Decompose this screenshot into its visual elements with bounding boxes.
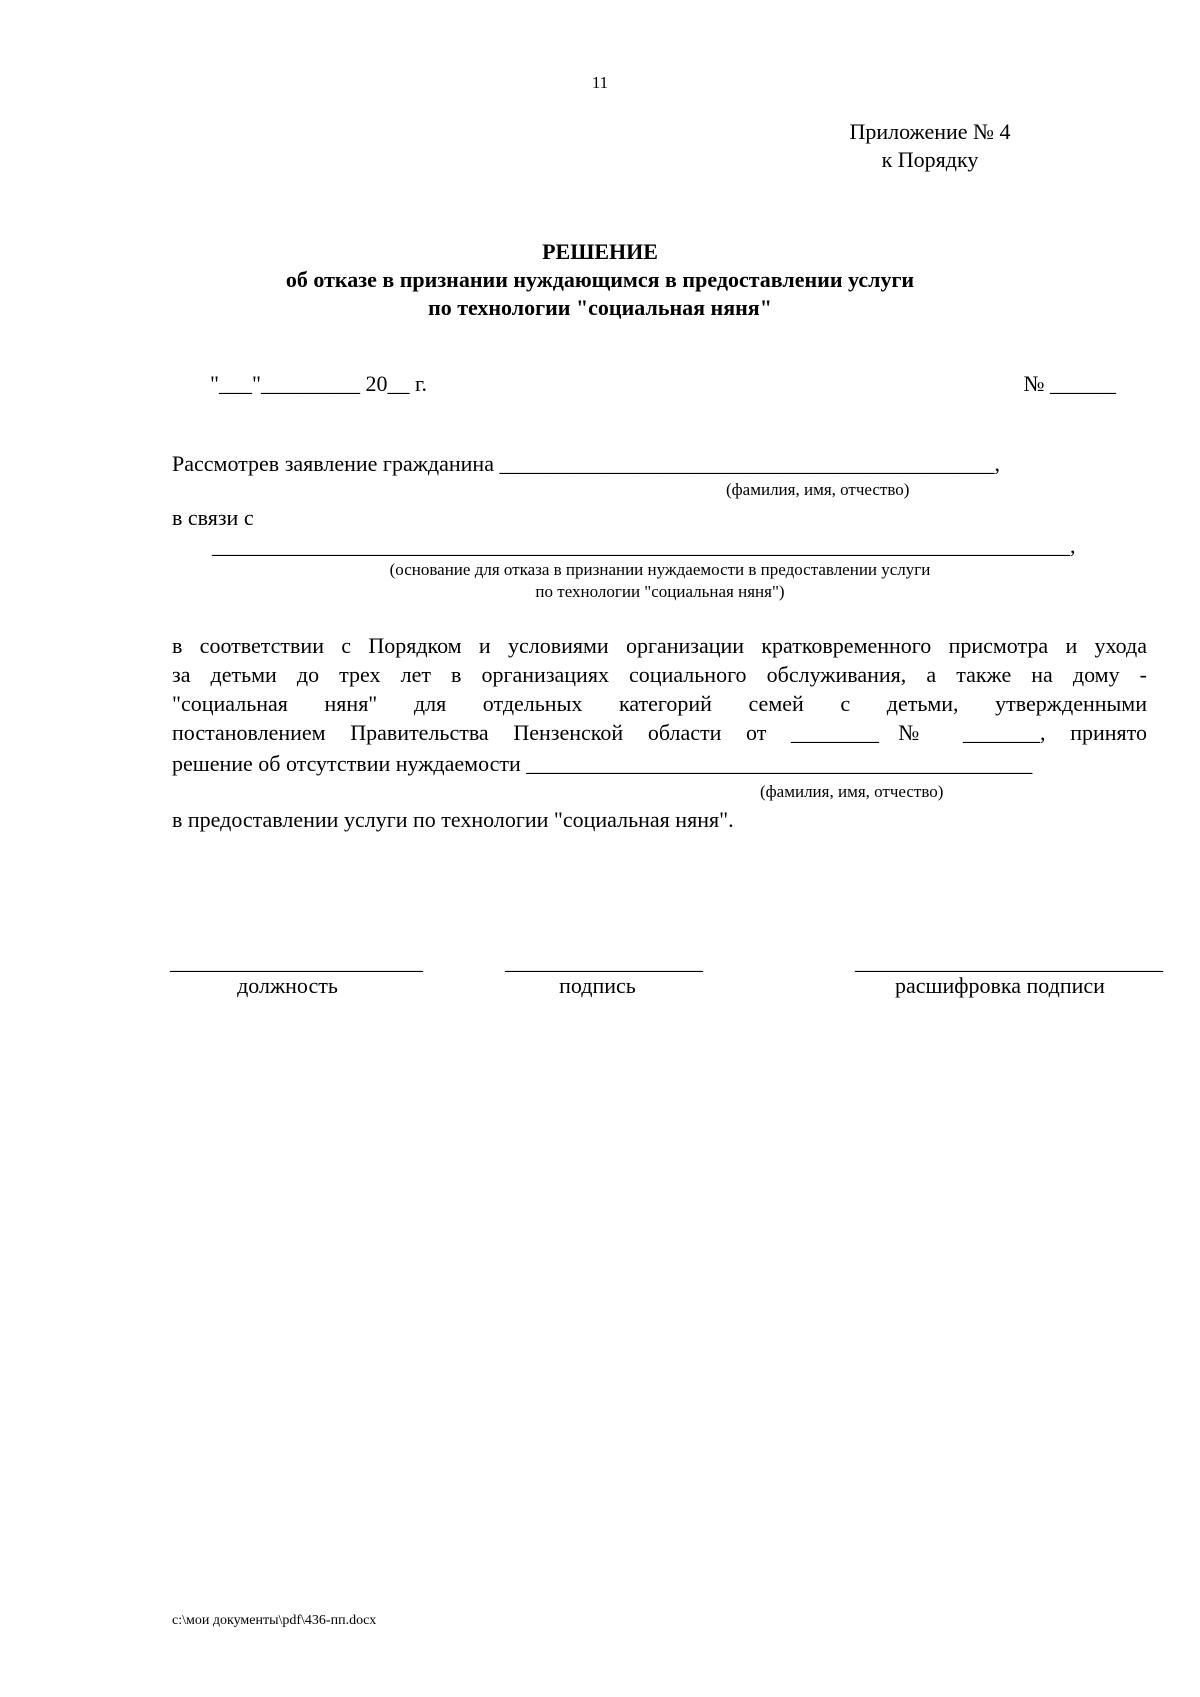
paragraph-line: за детьми до трех лет в организациях социального обслуживания, а также на дому - (172, 662, 1147, 687)
position-signature-line: _______________________ (170, 949, 423, 974)
signature-label: подпись (559, 973, 636, 998)
document-subtitle-1: об отказе в признании нуждающимся в предоставлении услуги (285, 267, 915, 292)
fio-hint: (фамилия, имя, отчество) (726, 480, 910, 499)
considered-application-line: Рассмотрев заявление гражданина _____________________________________________, (172, 451, 1000, 476)
appendix-line-2: к Порядку (881, 147, 979, 172)
final-line: в предоставлении услуги по технологии "социальная няня". (172, 807, 734, 832)
paragraph-line: постановлением Правительства Пензенской области от ________№ _______, принято (172, 720, 1147, 745)
paragraph-line: "социальная няня" для отдельных категорий семей с детьми, утвержденными (172, 691, 1147, 716)
signature-line: __________________ (505, 949, 703, 974)
footer-file-path: c:\мои документы\pdf\436-пп.docx (172, 1613, 377, 1628)
document-subtitle-2: по технологии "социальная няня" (428, 295, 772, 320)
page-number: 11 (591, 73, 609, 92)
position-label: должность (237, 973, 338, 998)
fio-hint-2: (фамилия, имя, отчество) (760, 782, 944, 801)
document-title: РЕШЕНИЕ (542, 239, 658, 264)
document-number-field: № ______ (1023, 371, 1116, 396)
in-connection-label: в связи с (172, 505, 254, 530)
date-field: "___"_________ 20__ г. (210, 371, 428, 396)
signature-decode-line: ____________________________ (855, 949, 1163, 974)
decision-line: решение об отсутствии нуждаемости ______________________________________________ (172, 751, 1033, 776)
appendix-line-1: Приложение № 4 (849, 119, 1011, 144)
decision-paragraph (172, 632, 1147, 748)
refusal-reason-hint-1: (основание для отказа в признании нуждаемости в предоставлении услуги (389, 560, 931, 579)
refusal-reason-line: ______________________________________________________________________________, (212, 533, 1076, 558)
signature-decode-label: расшифровка подписи (895, 973, 1105, 998)
paragraph-line: в соответствии с Порядком и условиями организации кратковременного присмотра и ухода (172, 633, 1147, 658)
refusal-reason-hint-2: по технологии "социальная няня") (535, 582, 785, 601)
